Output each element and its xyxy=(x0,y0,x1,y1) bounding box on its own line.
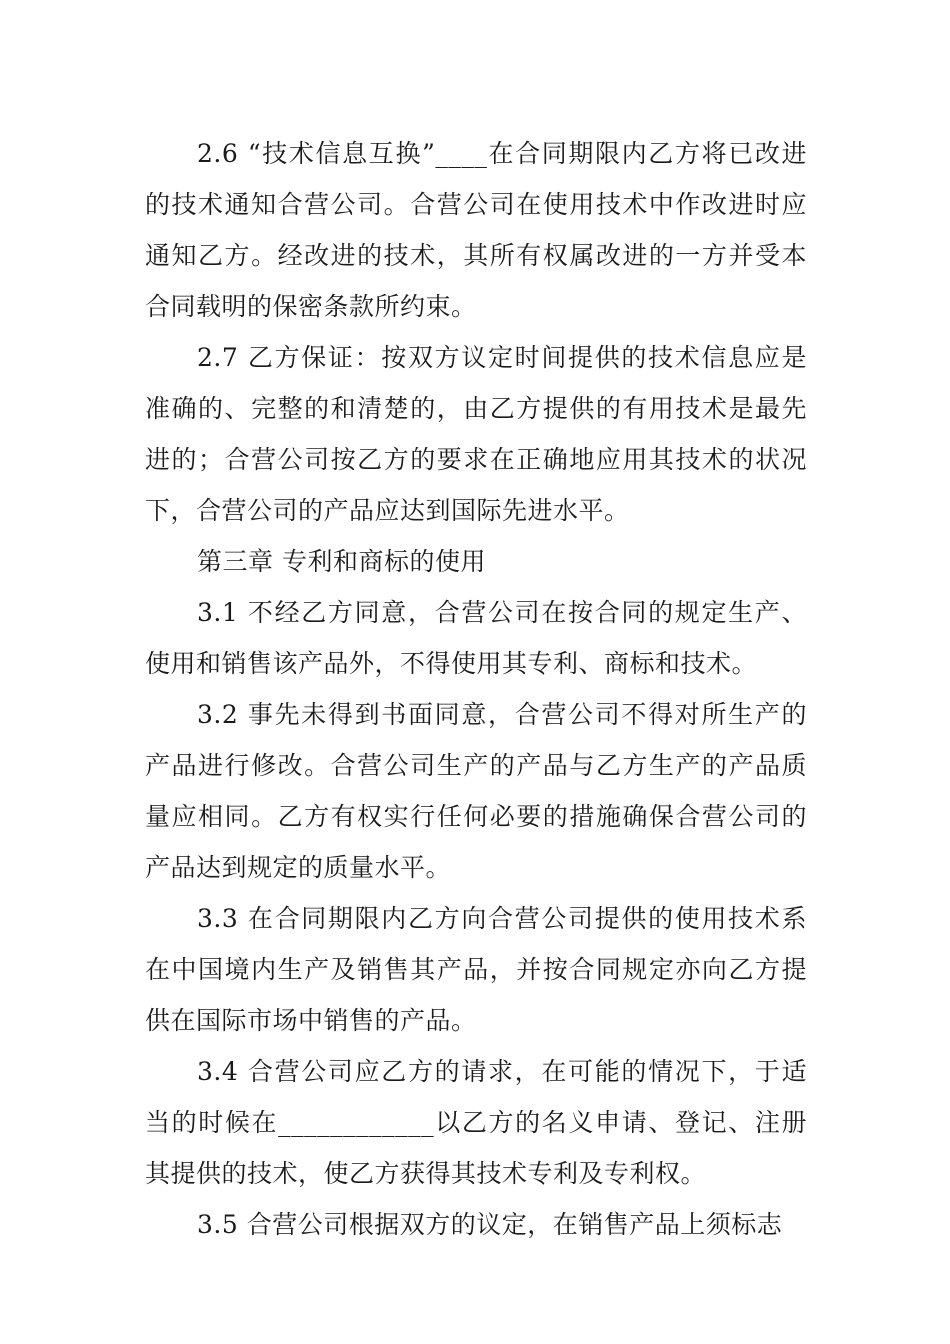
paragraph-3-4: 3.4 合营公司应乙方的请求，在可能的情况下，于适当的时候在____________以乙方的名义申请、登记、注册其提供的技术，使乙方获得其技术专利及专利权。 xyxy=(145,1057,807,1188)
paragraph-2-6: 2.6 “技术信息互换”____在合同期限内乙方将已改进的技术通知合营公司。合营公司在使用技术中作改进时应通知乙方。经改进的技术，其所有权属改进的一方并受本合同载明的保密条款所约束。 xyxy=(145,139,807,321)
paragraph-3-3: 3.3 在合同期限内乙方向合营公司提供的使用技术系在中国境内生产及销售其产品，并按合同规定亦向乙方提供在国际市场中销售的产品。 xyxy=(145,904,807,1035)
document-body xyxy=(145,128,807,1250)
paragraph-3-2: 3.2 事先未得到书面同意，合营公司不得对所生产的产品进行修改。合营公司生产的产品与乙方生产的产品质量应相同。乙方有权实行任何必要的措施确保合营公司的产品达到规定的质量水平。 xyxy=(145,700,807,882)
paragraph-2-7: 2.7 乙方保证：按双方议定时间提供的技术信息应是准确的、完整的和清楚的，由乙方提供的有用技术是最先进的；合营公司按乙方的要求在正确地应用其技术的状况下，合营公司的产品应达到国际先进水平。 xyxy=(145,343,807,525)
paragraph-3-1: 3.1 不经乙方同意，合营公司在按合同的规定生产、使用和销售该产品外，不得使用其专利、商标和技术。 xyxy=(145,598,807,678)
paragraph-3-5: 3.5 合营公司根据双方的议定，在销售产品上须标志 xyxy=(197,1210,783,1239)
chapter-3-heading: 第三章 专利和商标的使用 xyxy=(197,547,486,576)
